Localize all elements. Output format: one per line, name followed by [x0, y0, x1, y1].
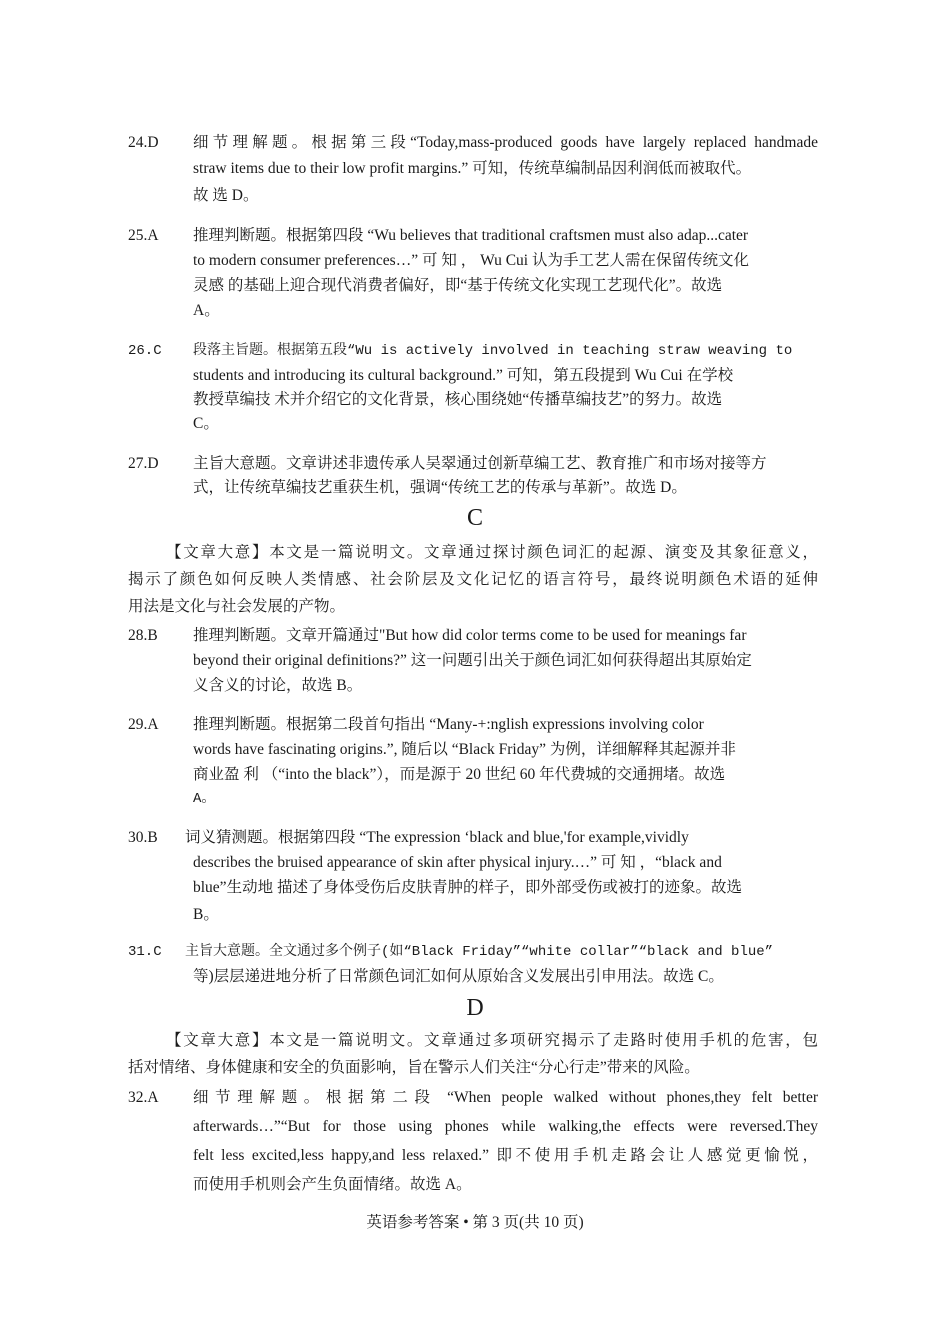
explanation-line: felt less excited,less happy,and less relaxed.” 即不使用手机走路会让人感觉更愉悦，: [193, 1147, 818, 1164]
answer-number: 31.C: [128, 944, 162, 960]
explanation-line: blue”生动地 描述了身体受伤后皮肤青肿的样子，即外部受伤或被打的迹象。故选: [193, 879, 742, 896]
explanation-line: to modern consumer preferences…” 可 知 ， Wu Cui 认为手工艺人需在保留传统文化: [193, 252, 749, 269]
explanation-line: 推理判断题。根据第二段首句指出 “Many-+:nglish expressions involving color: [193, 716, 704, 733]
explanation-line: 义含义的讨论，故选 B。: [193, 677, 363, 694]
explanation-line: afterwards…”“But for those using phones while walking,the effects were reversed.They: [193, 1118, 818, 1135]
explanation-line: 商业盈 利 （“into the black”），而是源于 20 世纪 60 年代费城的交通拥堵。故选: [193, 766, 726, 783]
explanation-line: straw items due to their low profit margins.” 可知，传统草编制品因利润低而被取代。: [193, 160, 752, 177]
explanation-line: 灵感 的基础上迎合现代消费者偏好，即“基于传统文化实现工艺现代化”。故选: [193, 277, 723, 294]
explanation-line: 主旨大意题。全文通过多个例子(如“Black Friday”“white collar”“black and blue”: [185, 944, 774, 960]
explanation-line: 式，让传统草编技艺重获生机，强调“传统工艺的传承与革新”。故选 D。: [193, 479, 687, 496]
answer-number: 32.A: [128, 1089, 159, 1106]
answer-number: 25.A: [128, 227, 159, 244]
explanation-line: 推理判断题。文章开篇通过"But how did color terms come to be used for meanings far: [193, 627, 747, 644]
explanation-line: 细节理解题。根据第二段 “When people walked without phones,they felt better: [193, 1089, 818, 1106]
explanation-line: words have fascinating origins.”, 随后以 “Black Friday” 为例，详细解释其起源并非: [193, 741, 736, 758]
answer-number: 26.C: [128, 343, 162, 359]
explanation-line: B。: [193, 906, 219, 923]
explanation-line: C。: [193, 415, 219, 432]
explanation-line: 主旨大意题。文章讲述非遗传承人吴翠通过创新草编工艺、教育推广和市场对接等方: [193, 455, 767, 472]
explanation-line: students and introducing its cultural background.” 可知，第五段提到 Wu Cui 在学校: [193, 367, 734, 384]
explanation-line: beyond their original definitions?” 这一问题引出关于颜色词汇如何获得超出其原始定: [193, 652, 752, 669]
explanation-line: 细节理解题。根据第三段“Today,mass-produced goods have largely replaced handmade: [193, 134, 818, 151]
answer-number: 27.D: [128, 455, 159, 472]
explanation-line: 教授草编技 术并介绍它的文化背景，核心围绕她“传播草编技艺”的努力。故选: [193, 391, 723, 408]
answer-number: 29.A: [128, 716, 159, 733]
summary-line: 【文章大意】本文是一篇说明文。文章通过探讨颜色词汇的起源、演变及其象征意义，: [166, 544, 818, 561]
explanation-line: A。: [193, 791, 216, 807]
explanation-line: 词义猜测题。根据第四段 “The expression ‘black and blue,'for example,vividly: [185, 829, 689, 846]
page-footer: 英语参考答案 • 第 3 页(共 10 页): [366, 1214, 584, 1231]
explanation-line: A。: [193, 302, 220, 319]
summary-line: 用法是文化与社会发展的产物。: [128, 598, 346, 615]
explanation-line: 推理判断题。根据第四段 “Wu believes that traditional craftsmen must also adap...cater: [193, 227, 749, 244]
answer-number: 30.B: [128, 829, 158, 846]
explanation-line: 段落主旨题。根据第五段“Wu is actively involved in teaching straw weaving to: [193, 343, 793, 359]
answer-number: 24.D: [128, 134, 159, 151]
section-summary-c: [128, 539, 818, 620]
summary-line: 揭示了颜色如何反映人类情感、社会阶层及文化记忆的语言符号，最终说明颜色术语的延伸: [128, 571, 818, 588]
answer-number: 28.B: [128, 627, 158, 644]
section-heading-d: D: [466, 995, 484, 1021]
summary-line: 括对情绪、身体健康和安全的负面影响，旨在警示人们关注“分心行走”带来的风险。: [128, 1059, 700, 1076]
summary-line: 【文章大意】本文是一篇说明文。文章通过多项研究揭示了走路时使用手机的危害，包: [166, 1032, 818, 1049]
section-summary-d: [128, 1027, 818, 1081]
explanation-line: 而使用手机则会产生负面情绪。故选 A。: [193, 1176, 472, 1193]
explanation-line: 故 选 D。: [193, 187, 259, 204]
explanation-line: 等)层层递进地分析了日常颜色词汇如何从原始含义发展出引申用法。故选 C。: [193, 968, 724, 985]
section-heading-c: C: [466, 505, 483, 531]
explanation-line: describes the bruised appearance of skin after physical injury.…” 可 知 ，“black and: [193, 854, 722, 871]
